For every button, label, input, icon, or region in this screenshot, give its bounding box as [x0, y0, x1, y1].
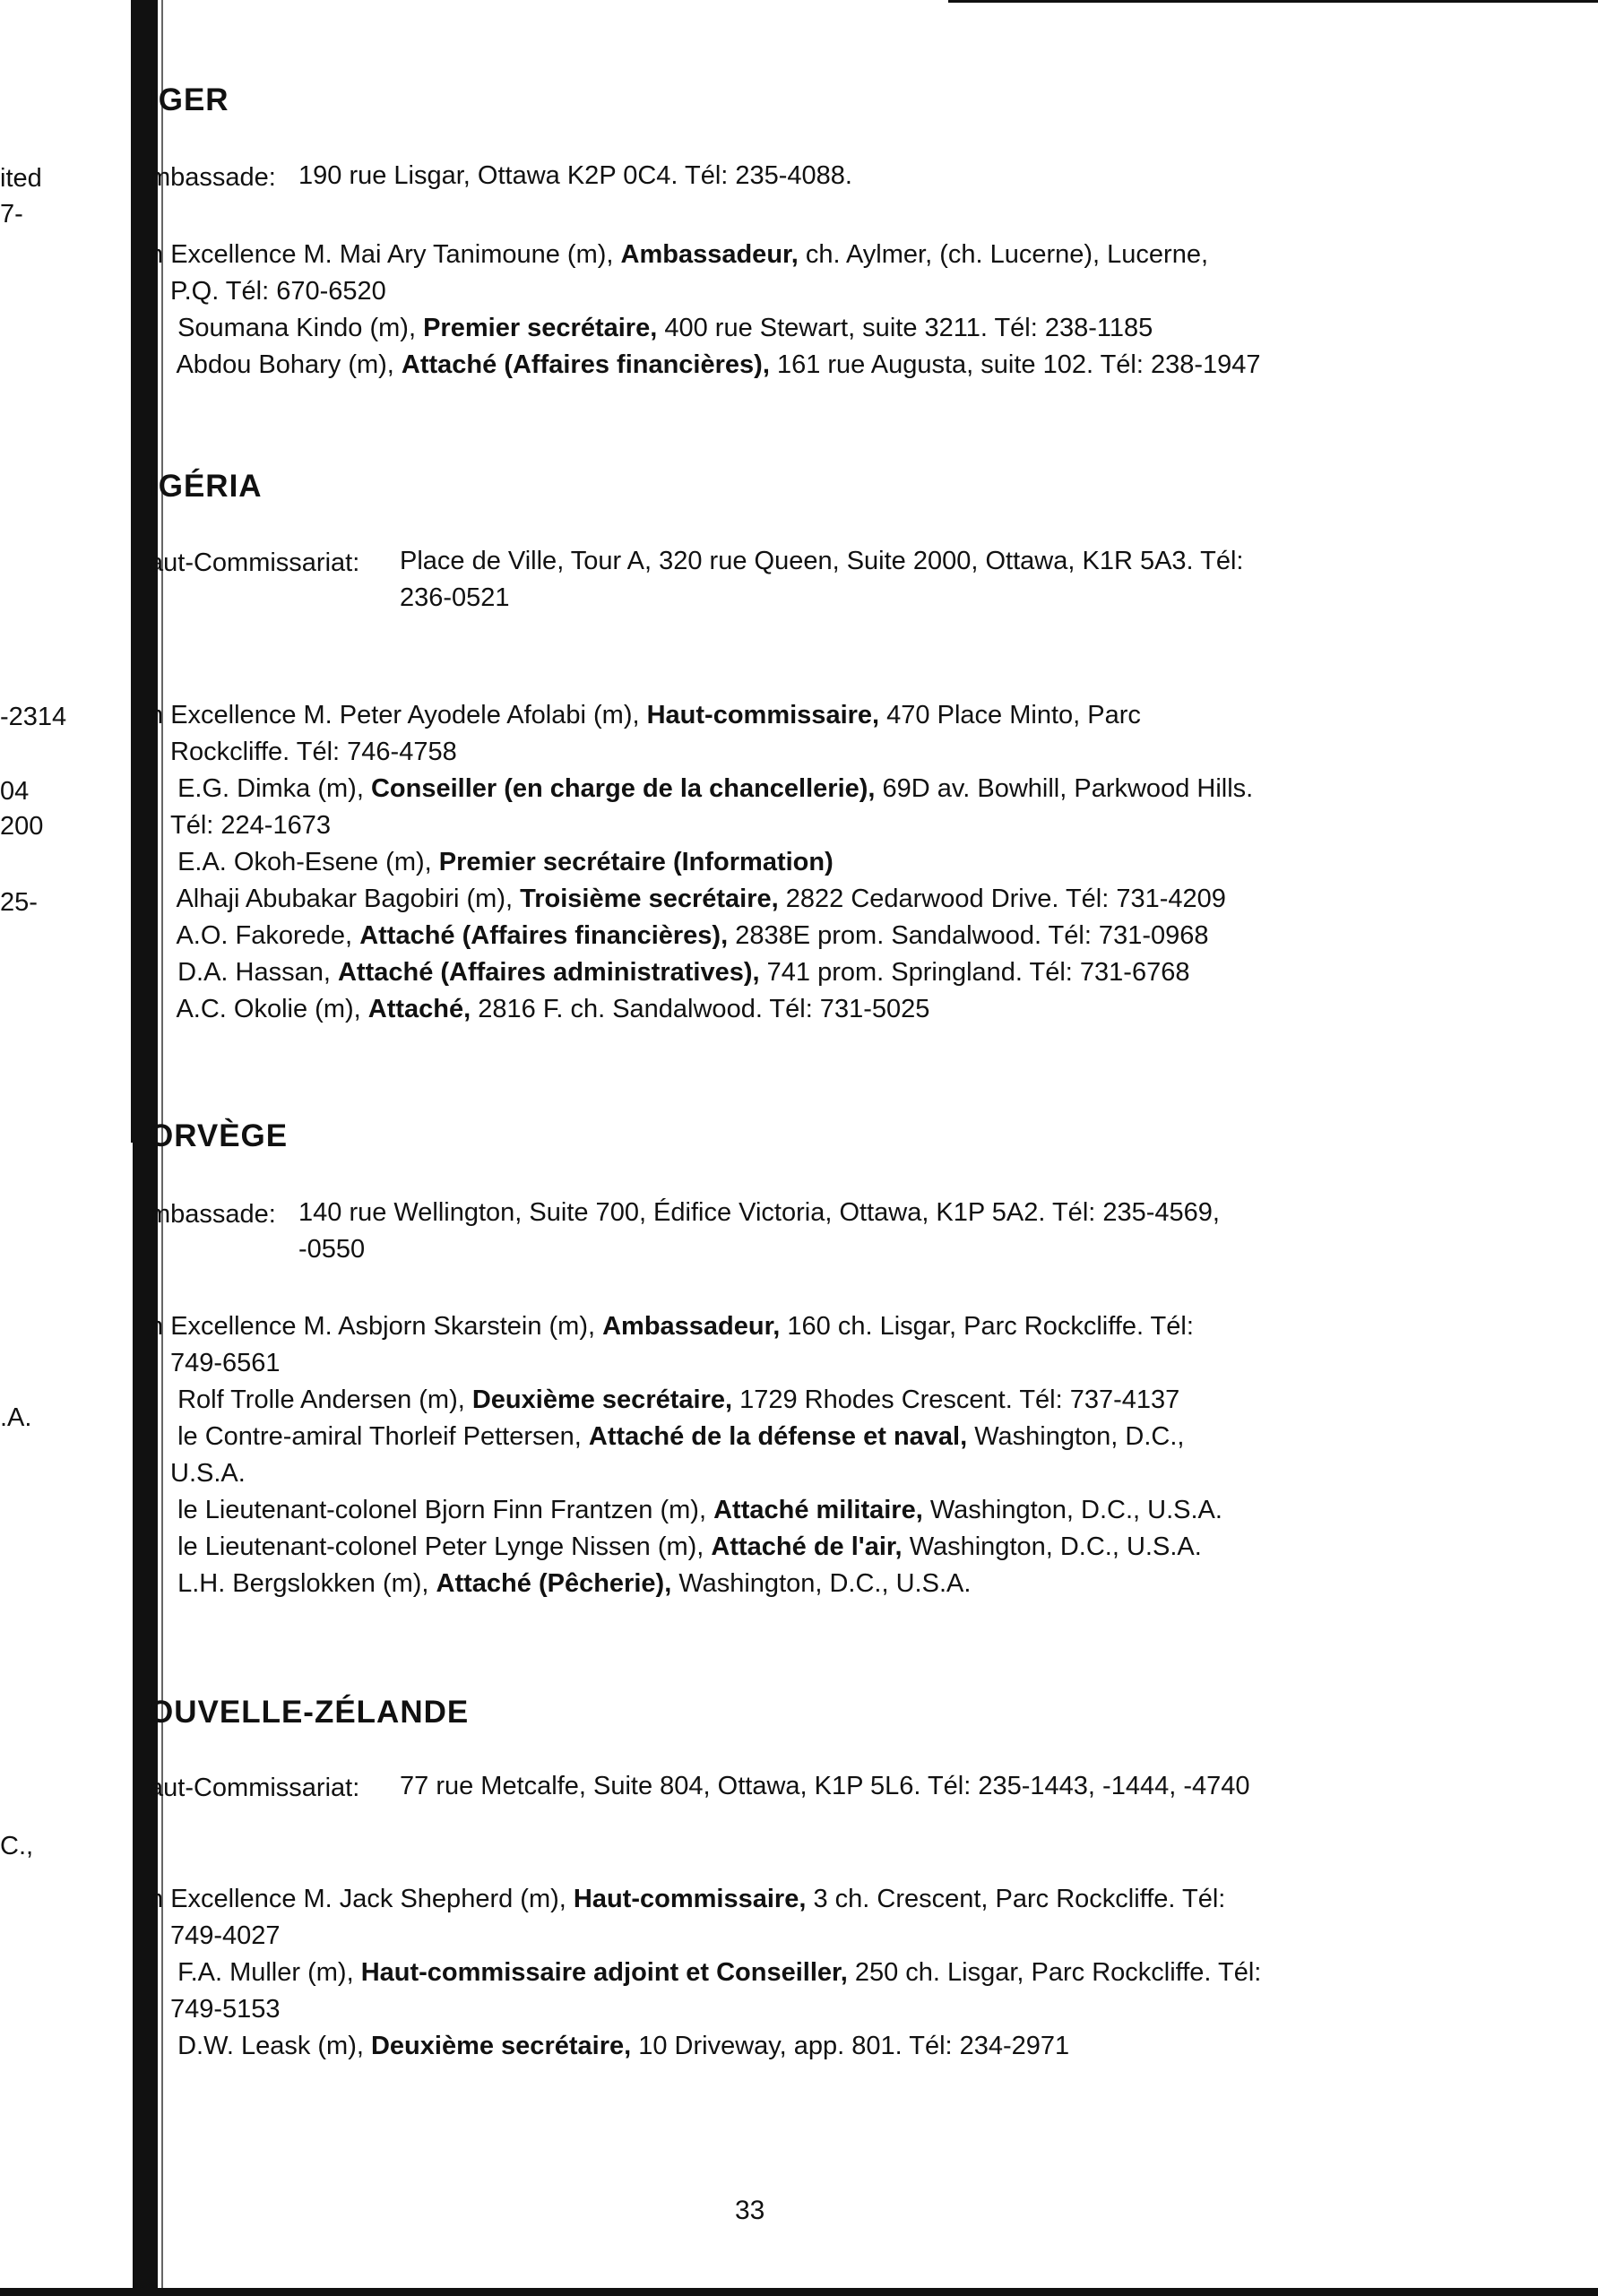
- left-fragment: 25-: [0, 888, 38, 917]
- list-item: [149, 881, 1439, 918]
- entry-prefix: n: [149, 701, 164, 729]
- section-heading: ORVÈGE: [149, 1118, 289, 1153]
- entry-name: A.O. Fakorede,: [176, 921, 353, 950]
- address-line: -0550: [298, 1235, 366, 1264]
- list-item: [149, 1529, 1439, 1566]
- list-item: [149, 1955, 1439, 2028]
- left-fragment: ited: [0, 164, 42, 193]
- address-line: 236-0521: [400, 583, 510, 612]
- list-item: [149, 310, 1439, 347]
- bottom-rule: [0, 2288, 1598, 2296]
- address-label: aut-Commissariat:: [149, 548, 360, 577]
- list-item: [149, 1492, 1439, 1529]
- entry-title: Attaché (Pêcherie),: [436, 1569, 672, 1598]
- top-rule: [948, 0, 1598, 3]
- entry-details: 470 Place Minto, Parc: [886, 701, 1141, 729]
- entry-name: L.H. Bergslokken (m),: [177, 1569, 429, 1598]
- entry-continuation: P.Q. Tél: 670-6520: [170, 277, 386, 306]
- list-item: [149, 1419, 1439, 1492]
- entry-name: Excellence M. Asbjorn Skarstein (m),: [170, 1312, 596, 1341]
- entry-name: E.A. Okoh-Esene (m),: [177, 848, 432, 876]
- entry-name: Rolf Trolle Andersen (m),: [177, 1385, 465, 1414]
- entry-name: F.A. Muller (m),: [177, 1958, 354, 1987]
- list-item: [149, 1382, 1439, 1419]
- list-item: [149, 844, 1439, 881]
- entry-details: Washington, D.C.,: [974, 1422, 1185, 1451]
- section-heading: OUVELLE-ZÉLANDE: [149, 1695, 470, 1730]
- entry-title: Attaché de la défense et naval,: [588, 1422, 968, 1451]
- address-text: [400, 543, 1243, 617]
- entry-title: Conseiller (en charge de la chancellerie),: [370, 774, 876, 803]
- entry-title: Deuxième secrétaire,: [471, 1385, 733, 1414]
- list-item: [149, 237, 1439, 310]
- list-item: [149, 697, 1439, 771]
- entry-name: le Lieutenant-colonel Peter Lynge Nissen (m),: [177, 1532, 704, 1561]
- entry-name: D.A. Hassan,: [177, 958, 331, 987]
- address-label: mbassade:: [149, 163, 276, 192]
- entry-details: 69D av. Bowhill, Parkwood Hills.: [882, 774, 1254, 803]
- address-text: 190 rue Lisgar, Ottawa K2P 0C4. Tél: 235-4088.: [298, 161, 852, 190]
- entry-title: Haut-commissaire,: [646, 701, 880, 729]
- list-item: [149, 918, 1439, 954]
- list-item: [149, 991, 1439, 1028]
- entry-details: Washington, D.C., U.S.A.: [929, 1496, 1222, 1524]
- entry-title: Haut-commissaire,: [573, 1885, 807, 1913]
- list-item: [149, 1566, 1439, 1602]
- entry-name: Abdou Bohary (m),: [176, 350, 394, 379]
- entry-details: 1729 Rhodes Crescent. Tél: 737-4137: [739, 1385, 1180, 1414]
- entry-title: Attaché,: [367, 995, 471, 1023]
- entry-details: 160 ch. Lisgar, Parc Rockcliffe. Tél:: [787, 1312, 1194, 1341]
- address-line: 140 rue Wellington, Suite 700, Édifice Victoria, Ottawa, K1P 5A2. Tél: 235-4569,: [298, 1198, 1220, 1227]
- entry-continuation: Tél: 224-1673: [170, 811, 331, 840]
- entry-prefix: n: [149, 240, 164, 269]
- section-heading: IGER: [149, 82, 229, 117]
- address-label: aut-Commissariat:: [149, 1774, 360, 1802]
- list-item: [149, 771, 1439, 844]
- entry-name: le Lieutenant-colonel Bjorn Finn Frantzen (m),: [177, 1496, 707, 1524]
- address-line: Place de Ville, Tour A, 320 rue Queen, Suite 2000, Ottawa, K1R 5A3. Tél:: [400, 547, 1244, 575]
- entry-name: E.G. Dimka (m),: [177, 774, 364, 803]
- list-item: [149, 1308, 1439, 1382]
- left-fragment: 04: [0, 777, 30, 806]
- entry-prefix: n: [149, 1312, 164, 1341]
- entry-title: Attaché militaire,: [713, 1496, 923, 1524]
- entry-name: Excellence M. Jack Shepherd (m),: [170, 1885, 566, 1913]
- entry-details: 3 ch. Crescent, Parc Rockcliffe. Tél:: [813, 1885, 1226, 1913]
- entry-title: Attaché (Affaires financières),: [359, 921, 729, 950]
- entry-title: Ambassadeur,: [602, 1312, 781, 1341]
- entry-title: Deuxième secrétaire,: [370, 2032, 632, 2060]
- list-item: [149, 954, 1439, 991]
- entry-name: Alhaji Abubakar Bagobiri (m),: [176, 885, 514, 913]
- entry-details: 741 prom. Springland. Tél: 731-6768: [766, 958, 1190, 987]
- entry-details: Washington, D.C., U.S.A.: [909, 1532, 1202, 1561]
- entry-continuation: U.S.A.: [170, 1459, 246, 1488]
- address-label: mbassade:: [149, 1200, 276, 1229]
- entry-details: 10 Driveway, app. 801. Tél: 234-2971: [638, 2032, 1070, 2060]
- entry-title: Ambassadeur,: [620, 240, 799, 269]
- list-item: [149, 1881, 1439, 1955]
- entry-title: Attaché (Affaires administratives),: [337, 958, 760, 987]
- entry-details: 400 rue Stewart, suite 3211. Tél: 238-1185: [664, 314, 1153, 342]
- entry-details: 2838E prom. Sandalwood. Tél: 731-0968: [735, 921, 1209, 950]
- entry-name: A.C. Okolie (m),: [176, 995, 361, 1023]
- address-text: 77 rue Metcalfe, Suite 804, Ottawa, K1P 5L6. Tél: 235-1443, -1444, -4740: [400, 1772, 1250, 1800]
- entry-name: Excellence M. Peter Ayodele Afolabi (m),: [170, 701, 640, 729]
- entry-name: D.W. Leask (m),: [177, 2032, 364, 2060]
- entry-title: Premier secrétaire (Information): [438, 848, 834, 876]
- entry-details: ch. Aylmer, (ch. Lucerne), Lucerne,: [805, 240, 1209, 269]
- left-fragment: -2314: [0, 703, 67, 731]
- section-heading: IGÉRIA: [149, 469, 263, 504]
- list-item: [149, 347, 1439, 384]
- left-fragment: 7-: [0, 200, 23, 229]
- address-text: [298, 1195, 1220, 1268]
- entry-title: Attaché de l'air,: [711, 1532, 903, 1561]
- entry-details: 161 rue Augusta, suite 102. Tél: 238-1947: [776, 350, 1261, 379]
- entry-title: Haut-commissaire adjoint et Conseiller,: [360, 1958, 848, 1987]
- list-item: [149, 2028, 1439, 2065]
- entry-continuation: 749-4027: [170, 1921, 281, 1950]
- entry-title: Attaché (Affaires financières),: [401, 350, 770, 379]
- left-fragment: .A.: [0, 1403, 32, 1432]
- page-number: 33: [735, 2196, 765, 2225]
- entry-name: Soumana Kindo (m),: [177, 314, 417, 342]
- entry-title: Troisième secrétaire,: [520, 885, 779, 913]
- entry-continuation: 749-5153: [170, 1995, 281, 2024]
- left-fragment: 200: [0, 812, 44, 841]
- entry-continuation: Rockcliffe. Tél: 746-4758: [170, 738, 457, 766]
- entry-details: 2816 F. ch. Sandalwood. Tél: 731-5025: [478, 995, 930, 1023]
- entry-details: Washington, D.C., U.S.A.: [678, 1569, 972, 1598]
- entry-name: le Contre-amiral Thorleif Pettersen,: [177, 1422, 582, 1451]
- entry-name: Excellence M. Mai Ary Tanimoune (m),: [170, 240, 614, 269]
- entry-details: 250 ch. Lisgar, Parc Rockcliffe. Tél:: [854, 1958, 1262, 1987]
- entry-prefix: n: [149, 1885, 164, 1913]
- left-fragment: C.,: [0, 1832, 34, 1860]
- entry-continuation: 749-6561: [170, 1349, 281, 1377]
- entry-details: 2822 Cedarwood Drive. Tél: 731-4209: [785, 885, 1226, 913]
- entry-title: Premier secrétaire,: [423, 314, 658, 342]
